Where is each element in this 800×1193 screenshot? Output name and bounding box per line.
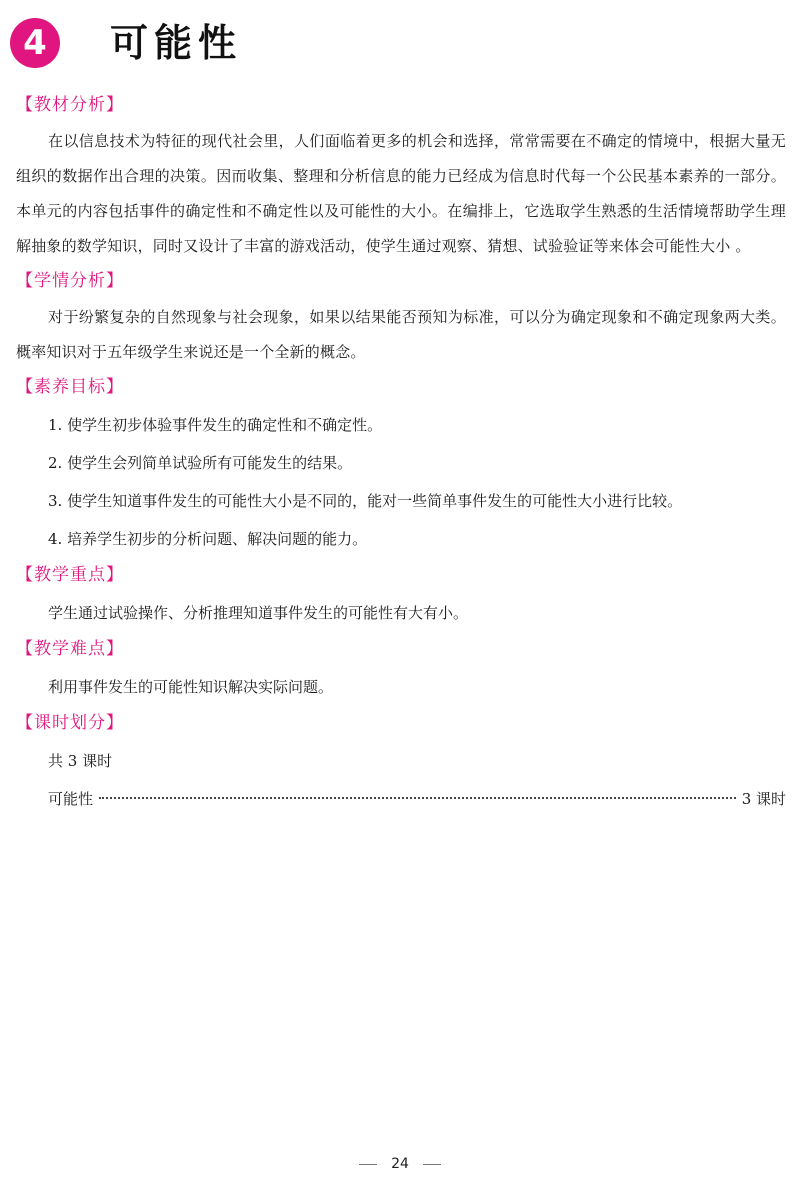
footer-dash-left <box>359 1164 377 1165</box>
goal-item: 1. 使学生初步体验事件发生的确定性和不确定性。 <box>48 416 383 434</box>
unit-title: 可能性 <box>110 21 243 65</box>
section-analysis <box>16 92 786 264</box>
section-paragraph: 对于纷繁复杂的自然现象与社会现象，如果以结果能否预知为标准，可以分为确定现象和不确定现象两大类。概率知识对于五年级学生来说还是一个全新的概念。 <box>16 308 786 361</box>
section-heading: 【教材分析】 <box>16 95 124 115</box>
unit-header <box>10 14 790 72</box>
schedule-total: 共 3 课时 <box>48 752 113 770</box>
section-heading: 【教学难点】 <box>16 639 124 659</box>
section-heading: 【素养目标】 <box>16 377 124 397</box>
section-key-points <box>16 562 786 632</box>
goal-item: 4. 培养学生初步的分析问题、解决问题的能力。 <box>48 530 368 548</box>
section-paragraph: 利用事件发生的可能性知识解决实际问题。 <box>48 678 334 696</box>
section-heading: 【学情分析】 <box>16 271 124 291</box>
schedule-lesson-time: 3 课时 <box>741 790 786 808</box>
section-schedule <box>16 710 786 818</box>
schedule-lesson-name: 可能性 <box>48 790 94 808</box>
page-footer <box>0 1156 800 1172</box>
section-paragraph: 在以信息技术为特征的现代社会里，人们面临着更多的机会和选择，常常需要在不确定的情境中，根据大量无组织的数据作出合理的决策。因而收集、整理和分析信息的能力已经成为信息时代每一个公民基本素养的一部分。本单元的内容包括事件的确定性和不确定性以及可能性的大小。在编排上，它选取学生熟悉的生活情境帮助学生理解抽象的数学知识，同时又设计了丰富的游戏活动，使学生通过观察、猜想、试验验证等来体会可能性大小 。 <box>16 132 786 255</box>
goal-item: 3. 使学生知道事件发生的可能性大小是不同的，能对一些简单事件发生的可能性大小进行比较。 <box>48 492 683 510</box>
dot-leader <box>99 797 736 799</box>
section-difficulties <box>16 636 786 706</box>
page-content <box>16 92 786 818</box>
footer-dash-right <box>423 1164 441 1165</box>
page-number: 24 <box>391 1156 409 1172</box>
section-students <box>16 268 786 370</box>
section-heading: 【教学重点】 <box>16 565 124 585</box>
section-goals <box>16 374 786 558</box>
schedule-row <box>16 780 786 818</box>
section-heading: 【课时划分】 <box>16 713 124 733</box>
section-paragraph: 学生通过试验操作、分析推理知道事件发生的可能性有大有小。 <box>48 604 469 622</box>
goal-item: 2. 使学生会列简单试验所有可能发生的结果。 <box>48 454 353 472</box>
unit-number-badge: 4 <box>10 18 60 68</box>
